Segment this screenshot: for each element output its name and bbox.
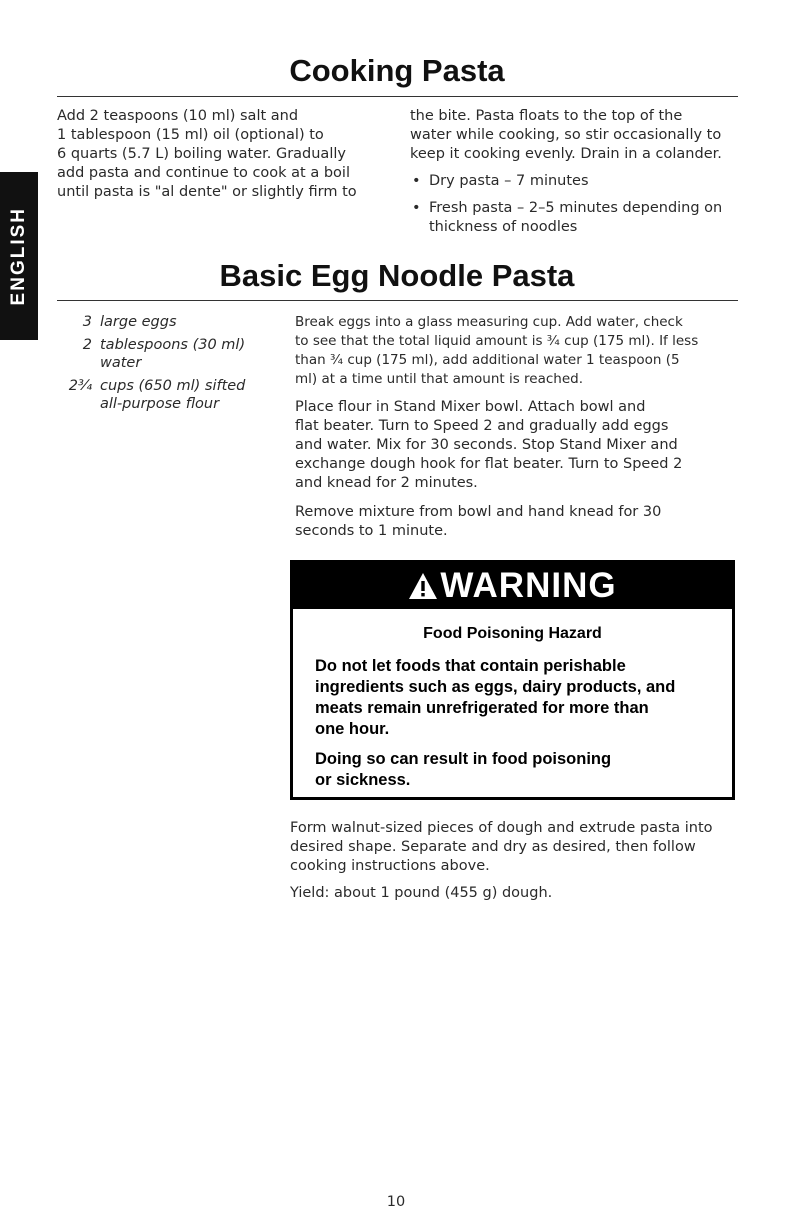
text-line: add pasta and continue to cook at a boil [57,165,350,181]
warning-subheading: Food Poisoning Hazard [423,625,602,642]
warning-text-line: or sickness. [315,771,411,789]
warning-text-line: one hour. [315,720,390,738]
page-number: 10 [386,1194,406,1210]
language-tab [0,172,38,340]
text-line: exchange dough hook for flat beater. Turn to Speed 2 [295,456,683,472]
text-line: Place flour in Stand Mixer bowl. Attach bowl and [295,399,646,415]
language-tab-label: ENGLISH [8,206,29,306]
title-rule-1 [57,96,738,97]
text-line: seconds to 1 minute. [295,523,448,539]
ingredient-text: tablespoons (30 ml) [100,337,246,353]
warning-box [290,560,735,800]
text-line: to see that the total liquid amount is ¾ cup (175 ml). If less [295,333,699,349]
ingredient-text: large eggs [100,314,177,330]
ingredient-text: all-purpose flour [100,396,220,412]
text-line: and water. Mix for 30 seconds. Stop Stand Mixer and [295,437,678,453]
text-line: keep it cooking evenly. Drain in a colander. [410,146,722,162]
text-line: 6 quarts (5.7 L) boiling water. Gradually [57,146,346,162]
warning-text-line: Doing so can result in food poisoning [315,750,612,768]
warning-heading: WARNING [440,566,617,605]
text-line: desired shape. Separate and dry as desired, then follow [290,839,696,855]
ingredient-qty: 2 [82,337,92,353]
warning-header [293,563,732,609]
cooking-pasta-title: Cooking Pasta [289,53,505,88]
yield-text: Yield: about 1 pound (455 g) dough. [290,885,553,901]
text-line: until pasta is "al dente" or slightly firm to [57,184,357,200]
warning-triangle-icon [408,572,438,600]
warning-text-line: Do not let foods that contain perishable [315,657,626,675]
warning-text-line: ingredients such as eggs, dairy products, and [315,678,676,696]
text-line: Form walnut-sized pieces of dough and extrude pasta into [290,820,713,836]
ingredient-qty: 3 [82,314,92,330]
warning-text-line: meats remain unrefrigerated for more than [315,699,649,717]
ingredient-qty: 2¾ [68,378,92,394]
egg-noodle-title: Basic Egg Noodle Pasta [219,258,575,293]
title-rule-2 [57,300,738,301]
bullet-fresh-pasta: • Fresh pasta – 2–5 minutes depending on [410,199,722,217]
text-line: the bite. Pasta floats to the top of the [410,108,683,124]
text-line: Add 2 teaspoons (10 ml) salt and [57,108,299,124]
text-line: Break eggs into a glass measuring cup. Add water, check [295,314,683,330]
text-line: 1 tablespoon (15 ml) oil (optional) to [57,127,324,143]
text-line: ml) at a time until that amount is reached. [295,371,584,387]
text-line: flat beater. Turn to Speed 2 and gradually add eggs [295,418,669,434]
text-line: Remove mixture from bowl and hand knead for 30 [295,504,662,520]
text-line: water while cooking, so stir occasionally to [410,127,722,143]
bullet-dry-pasta: • Dry pasta – 7 minutes [410,172,589,190]
bullet-fresh-pasta-cont: thickness of noodles [429,219,578,235]
ingredient-text: cups (650 ml) sifted [100,378,246,394]
text-line: than ¾ cup (175 ml), add additional water 1 teaspoon (5 [295,352,680,368]
ingredient-text: water [100,355,142,371]
text-line: and knead for 2 minutes. [295,475,478,491]
text-line: cooking instructions above. [290,858,490,874]
